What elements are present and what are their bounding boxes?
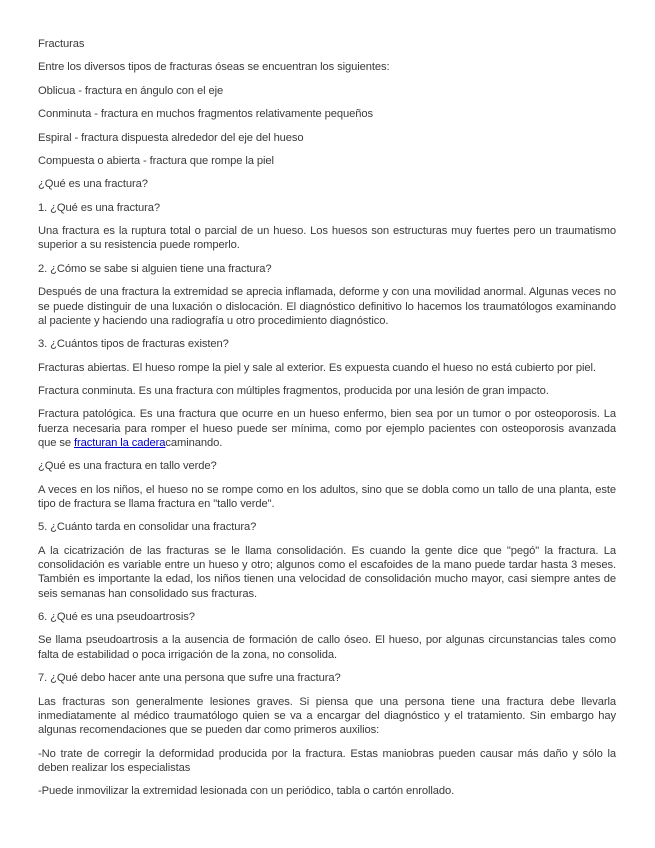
answer-2: Después de una fractura la extremidad se aprecia inflamada, deforme y con una movilidad anormal. Algunas veces no se puede distinguir de una luxación o dislocación. El diagnóstico definitivo lo hacemos los traumatólogos examinando al paciente y haciendo una radiografía u otro procedimiento diagnóstico.: [38, 286, 616, 327]
question-greenstick: ¿Qué es una fractura en tallo verde?: [38, 460, 217, 473]
answer-3-pathologic-fracture: [38, 407, 616, 450]
fracture-type-compound: Compuesta o abierta - fractura que rompe la piel: [38, 154, 274, 167]
question-5: 5. ¿Cuánto tarda en consolidar una fractura?: [38, 521, 257, 534]
answer-3-open-fractures: Fracturas abiertas. El hueso rompe la piel y sale al exterior. Es expuesta cuando el hueso no está cubierto por piel.: [38, 361, 596, 374]
question-7: 7. ¿Qué debo hacer ante una persona que sufre una fractura?: [38, 672, 341, 685]
fracture-type-comminuted: Conminuta - fractura en muchos fragmentos relativamente pequeños: [38, 108, 373, 121]
pathologic-text-before: Fractura patológica. Es una fractura que ocurre en un hueso enfermo, bien sea por un tumor o por osteoporosis. La fuerza necesaria para romper el hueso puede ser mínima, como por ejemplo pacientes con osteoporosis avanzada que se: [38, 408, 616, 449]
question-2: 2. ¿Cómo se sabe si alguien tiene una fractura?: [38, 262, 272, 275]
hip-fracture-link[interactable]: fracturan la cadera: [74, 436, 166, 449]
answer-3-comminuted-fracture: Fractura conminuta. Es una fractura con múltiples fragmentos, producida por una lesión de gran impacto.: [38, 384, 549, 397]
answer-7: Las fracturas son generalmente lesiones graves. Si piensa que una persona tiene una fractura debe llevarla inmediatamente al médico traumatólogo quien se va a encargar del diagnóstico y el tratamiento. Sin embargo hay algunas recomendaciones que se pueden dar como primeros auxilios:: [38, 695, 616, 737]
answer-6: Se llama pseudoartrosis a la ausencia de formación de callo óseo. El hueso, por algunas circunstancias tales como falta de estabilidad o poca irrigación de la zona, no consolida.: [38, 634, 616, 661]
question-1: 1. ¿Qué es una fractura?: [38, 201, 160, 214]
answer-1: Una fractura es la ruptura total o parcial de un hueso. Los huesos son estructuras muy fuertes pero un traumatismo superior a su resistencia puede romperlo.: [38, 225, 616, 252]
question-3: 3. ¿Cuántos tipos de fracturas existen?: [38, 338, 229, 351]
fracture-type-spiral: Espiral - fractura dispuesta alrededor del eje del hueso: [38, 131, 304, 144]
question-6: 6. ¿Qué es una pseudoartrosis?: [38, 611, 195, 624]
answer-5: A la cicatrización de las fracturas se le llama consolidación. Es cuando la gente dice que "pegó" la fractura. La consolidación es variable entre un hueso y otro; algunos como el escafoides de la mano puede tardar hasta 3 meses. También es importante la edad, los niños tienen una velocidad de consolidación mucho mayor, casi siempre antes de seis semanas han consolidado sus fracturas.: [38, 544, 616, 600]
intro-paragraph: Entre los diversos tipos de fracturas óseas se encuentran los siguientes:: [38, 61, 390, 74]
document-body: [38, 37, 616, 808]
first-aid-tip-2: -Puede inmovilizar la extremidad lesionada con un periódico, tabla o cartón enrollado.: [38, 785, 455, 798]
document-title: Fracturas: [38, 38, 85, 50]
pathologic-text-after: caminando.: [165, 436, 223, 449]
first-aid-tip-1: -No trate de corregir la deformidad producida por la fractura. Estas maniobras pueden causar más daño y sólo la deben realizar los especialistas: [38, 747, 616, 774]
section-heading: ¿Qué es una fractura?: [38, 178, 148, 191]
fracture-type-oblique: Oblicua - fractura en ángulo con el eje: [38, 84, 224, 97]
answer-greenstick: A veces en los niños, el hueso no se rompe como en los adultos, sino que se dobla como un tallo de una planta, este tipo de fractura se llama fractura en "tallo verde".: [38, 483, 616, 511]
